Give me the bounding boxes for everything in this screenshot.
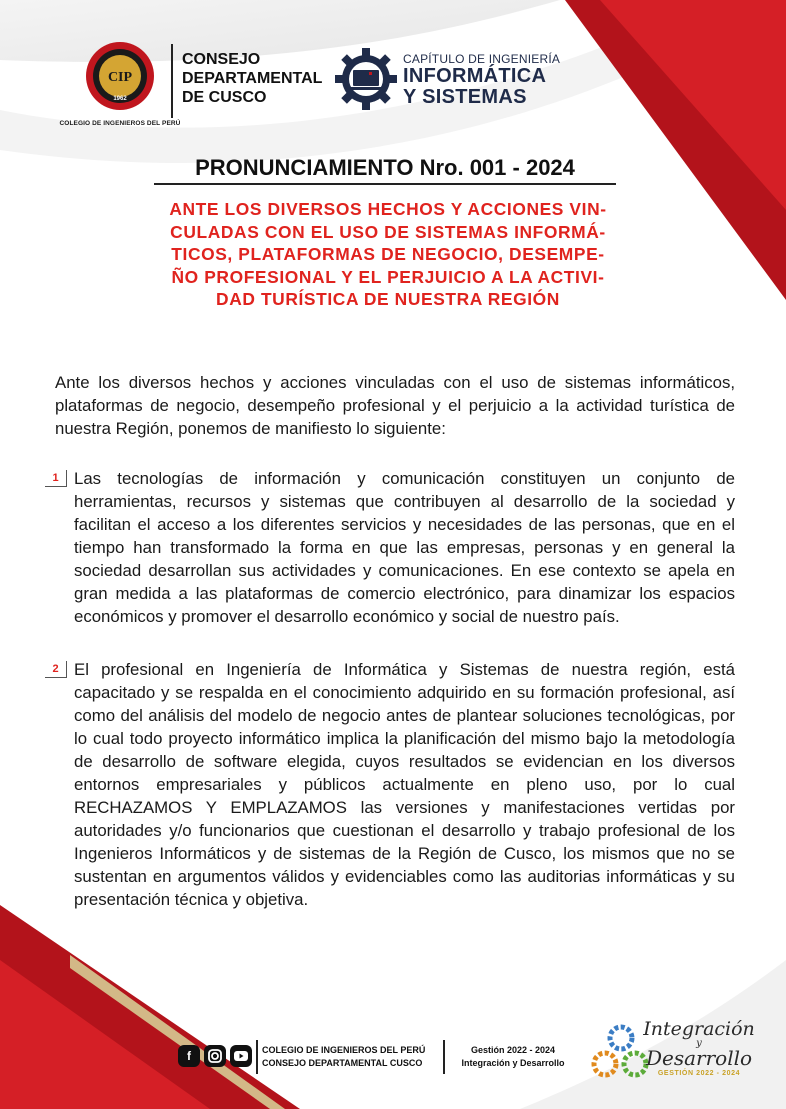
document-subtitle: ANTE LOS DIVERSOS HECHOS Y ACCIONES VIN- CULADAS CON EL USO DE SISTEMAS INFORMÁ- TICOS, PLATAFORMAS DE NEGOCIO, DESEMPE- ÑO PROFESIONAL Y EL PERJUICIO A LA ACTIVI- DAD TURÍSTICA DE NUESTRA REGIÓN (169, 199, 607, 310)
gear-computer-icon (333, 46, 399, 112)
facebook-icon[interactable]: f (178, 1045, 200, 1067)
instagram-icon[interactable] (204, 1045, 226, 1067)
footer-organization: COLEGIO DE INGENIEROS DEL PERÚ CONSEJO DEPARTAMENTAL CUSCO (262, 1045, 426, 1068)
footer-divider (256, 1040, 258, 1074)
youtube-icon[interactable] (230, 1045, 252, 1067)
item-text: El profesional en Ingeniería de Informática y Sistemas de nuestra región, está capacitado y se respalda en el conocimiento adquirido en su formación profesional, así como del análisis del modelo de negocio antes de plantear soluciones tecnológicas, por lo cual todo proyecto informático implica la planificación del mismo bajo la metodología de desarrollo de software elegida, cuyos resultados se evidencian en los diversos entornos empresariales y públicos actualmente en pleno uso, por lo cual RECHAZAMOS Y EMPLAZAMOS las versiones y manifestaciones vertidas por autoridades y/o funcionarios que cuestionan el desarrollo y trabajo profesional de los Ingenieros Informáticos y de sistemas de la Región de Cusco, los mismos que no se sustentan en argumentos válidos y evidenciables como las auditorias informáticas y su presentación técnica y objetiva. (74, 660, 735, 909)
item-text: Las tecnologías de información y comunicación constituyen un conjunto de herramientas, recursos y sistemas que contribuyen al desarrollo de la sociedad y facilitan el acceso a los diferentes servicios y necesidades de las personas, que en el tiempo han transformado la forma en que las empresas, personas y en general la sociedad desarrollan sus actividades y comunicaciones. En ese contexto se apela en gran medida a las plataformas de comercio electrónico, para dinamizar los espacios económicos y promover el desarrollo económico y social de nuestro país. (74, 469, 735, 626)
consejo-label: CONSEJO DEPARTAMENTAL DE CUSCO (182, 51, 323, 106)
capitulo-label: CAPÍTULO DE INGENIERÍA INFORMÁTICA Y SISTEMAS (403, 52, 561, 108)
document-title: PRONUNCIAMIENTO Nro. 001 - 2024 (195, 155, 575, 180)
cip-caption: COLEGIO DE INGENIEROS DEL PERÚ (59, 120, 181, 127)
item-number: 1 (45, 470, 67, 487)
list-item (45, 658, 735, 911)
svg-text:CIP: CIP (107, 70, 133, 85)
footer-gestion: Gestión 2022 - 2024 Integración y Desarrollo (461, 1045, 565, 1068)
intro-paragraph: Ante los diversos hechos y acciones vinculadas con el uso de sistemas informáticos, plataformas de negocio, desempeño profesional y el perjuicio a la actividad turística de nuestra Región, ponemos de manifiesto lo siguiente: (55, 373, 735, 438)
integracion-brand: Integración y Desarrollo GESTIÓN 2022 - 2024 (643, 1018, 755, 1077)
footer-divider (443, 1040, 445, 1074)
list-item (45, 467, 735, 628)
cip-logo (55, 40, 185, 127)
svg-text:1962: 1962 (113, 96, 127, 102)
title-underline (154, 183, 616, 185)
header-divider (171, 44, 173, 118)
item-number: 2 (45, 661, 67, 678)
cip-seal-icon (84, 40, 156, 112)
